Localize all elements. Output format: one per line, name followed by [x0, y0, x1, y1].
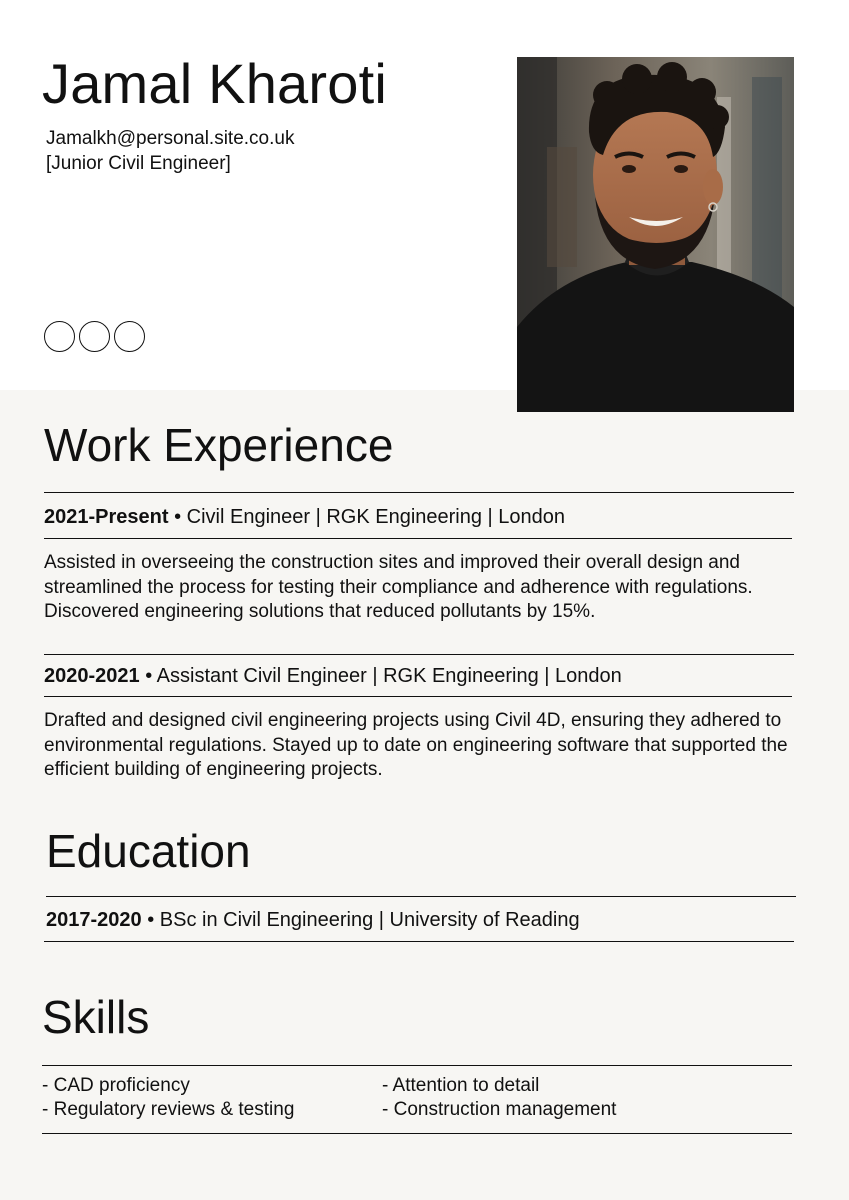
contact-block: [46, 126, 294, 176]
education-entry: [46, 907, 580, 933]
profile-photo-illustration: [517, 57, 794, 412]
education-details: BSc in Civil Engineering | University of Reading: [159, 909, 580, 931]
education-heading: Education: [46, 825, 251, 877]
bullet-separator: •: [141, 909, 160, 931]
skill-item: - Attention to detail: [382, 1075, 540, 1096]
job-header: [44, 663, 622, 689]
social-circle-icon[interactable]: [44, 321, 75, 352]
role-text: [Junior Civil Engineer]: [46, 153, 231, 174]
bullet-separator: •: [168, 506, 187, 528]
profile-photo: [517, 57, 794, 412]
skill-item: - Construction management: [382, 1099, 617, 1120]
job-dates: 2021-Present: [44, 506, 169, 528]
section-divider: [46, 896, 796, 897]
section-divider: [44, 492, 794, 493]
section-divider: [44, 941, 794, 942]
section-divider: [44, 538, 792, 539]
social-circle-icon[interactable]: [79, 321, 110, 352]
education-dates: 2017-2020: [46, 909, 142, 931]
skills-heading: Skills: [42, 991, 150, 1043]
section-divider: [42, 1133, 792, 1134]
job-details: Civil Engineer | RGK Engineering | London: [186, 506, 566, 528]
section-divider: [44, 696, 792, 697]
bullet-separator: •: [139, 665, 157, 687]
skill-item: - CAD proficiency: [42, 1075, 190, 1096]
job-details: Assistant Civil Engineer | RGK Engineering | London: [156, 665, 622, 687]
skill-item: - Regulatory reviews & testing: [42, 1099, 295, 1120]
social-circle-icon[interactable]: [114, 321, 145, 352]
section-divider: [42, 1065, 792, 1066]
social-links: [44, 321, 145, 352]
section-divider: [44, 654, 794, 655]
work-experience-heading: Work Experience: [44, 419, 394, 471]
job-description: Assisted in overseeing the construction sites and improved their overall design and streamlined the process for testing their compliance and adherence with regulations. Discovered engineering solutions that reduced pollutants by 15%.: [44, 552, 753, 622]
job-header: [44, 504, 565, 530]
email-text: Jamalkh@personal.site.co.uk: [46, 128, 295, 149]
candidate-name: Jamal Kharoti: [42, 52, 387, 115]
job-description: Drafted and designed civil engineering projects using Civil 4D, ensuring they adhered to environmental regulations. Stayed up to date on engineering software that supported the efficient building of engineering projects.: [44, 710, 788, 780]
job-dates: 2020-2021: [44, 665, 140, 687]
